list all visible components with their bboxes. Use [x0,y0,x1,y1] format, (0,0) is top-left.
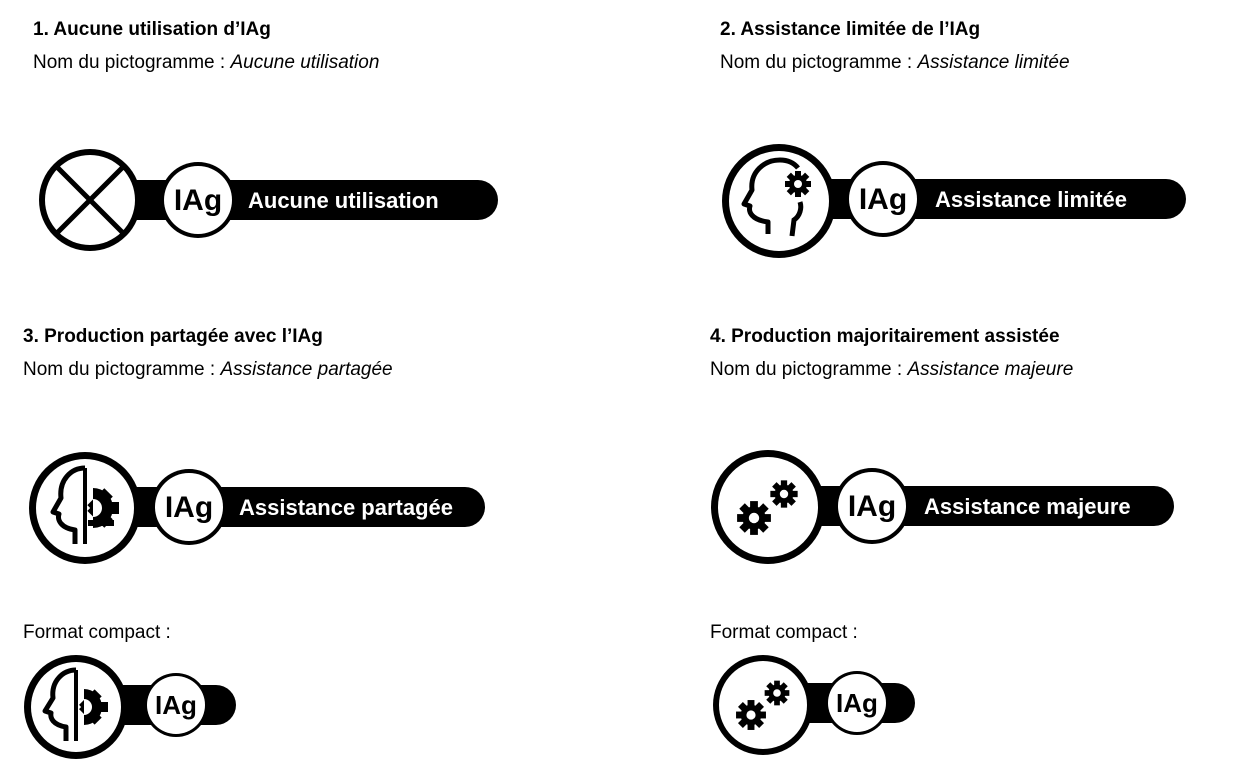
subtitle-prefix: Nom du pictogramme : [33,52,231,73]
iag-circle [834,468,910,544]
iag-tag: IAg [847,490,897,523]
section-1-heading: 1. Aucune utilisation d’IAg [33,19,271,40]
section-2-subtitle [720,52,1070,74]
compact-badge-partagee [24,655,240,761]
badge-label: Aucune utilisation [248,188,439,213]
section-1-subtitle [33,52,379,74]
gears-icon [711,450,825,564]
section-2-heading: 2. Assistance limitée de l’IAg [720,19,981,40]
section-3-heading: 3. Production partagée avec l’IAg [23,326,323,347]
badge-aucune-utilisation [36,146,506,262]
iag-tag: IAg [155,690,197,720]
iag-tag: IAg [164,491,214,524]
subtitle-prefix: Nom du pictogramme : [710,359,908,380]
pictogram-name: Assistance majeure [907,359,1074,380]
subtitle-prefix: Nom du pictogramme : [720,52,918,73]
head-gear-shared-icon [24,655,128,759]
compact-format-label-left: Format compact : [23,622,171,643]
section-4-heading: 4. Production majoritairement assistée [710,326,1060,347]
iag-circle [160,162,236,238]
iag-circle [144,673,208,737]
pictogram-name: Aucune utilisation [230,52,380,73]
subtitle-prefix: Nom du pictogramme : [23,359,221,380]
compact-badge-majeure [713,653,919,759]
badge-label: Assistance partagée [239,495,453,520]
iag-circle [845,161,921,237]
badge-assistance-majeure [712,450,1182,566]
no-use-x-icon [39,149,141,251]
badge-assistance-partagee [29,452,499,568]
section-3-subtitle [23,359,393,381]
section-4-subtitle [710,359,1073,381]
pictogram-name: Assistance partagée [220,359,393,380]
head-gear-shared-icon [29,452,141,564]
compact-format-label-right: Format compact : [710,622,858,643]
iag-tag: IAg [173,184,223,217]
iag-tag: IAg [836,688,878,718]
iag-tag: IAg [858,183,908,216]
badge-label: Assistance limitée [935,187,1127,212]
iag-circle [825,671,889,735]
gears-icon [713,655,813,755]
pictogram-name: Assistance limitée [917,52,1070,73]
head-with-gear-icon [722,144,836,258]
badge-label: Assistance majeure [924,494,1131,519]
badge-assistance-limitee [722,144,1192,260]
iag-circle [151,469,227,545]
